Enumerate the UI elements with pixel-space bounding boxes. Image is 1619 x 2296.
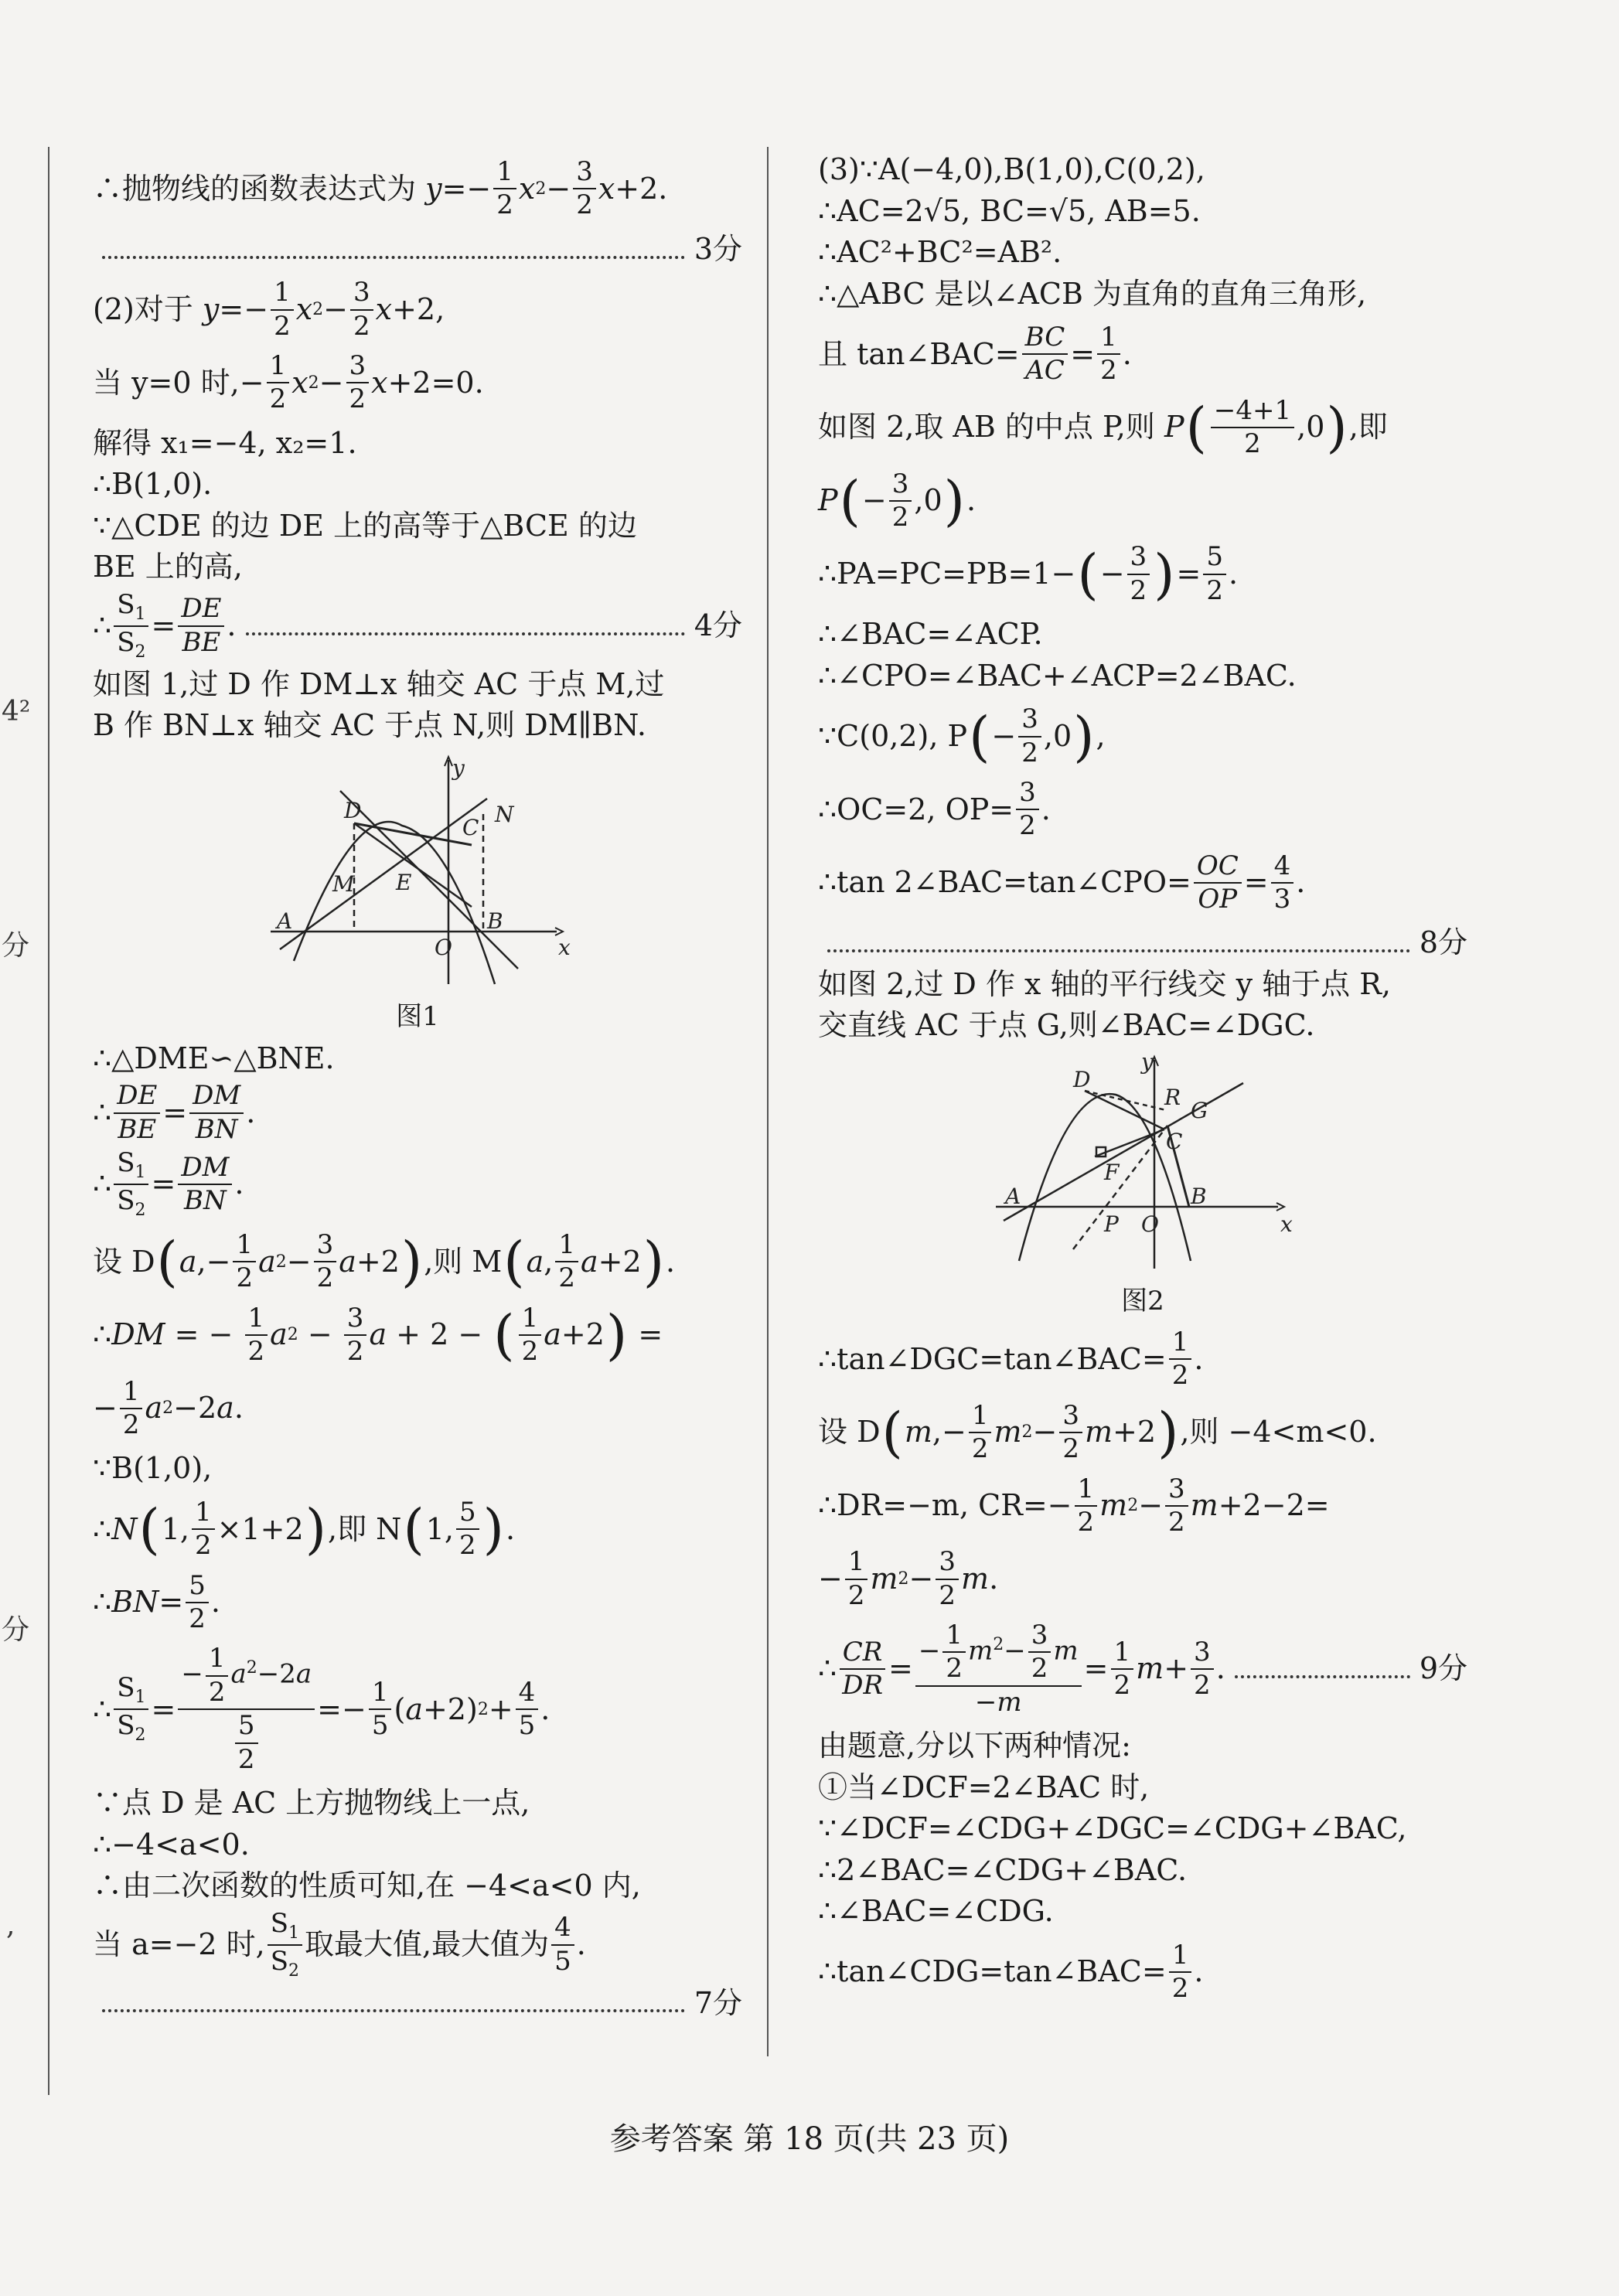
text-line: 当 y=0 时, − $\frac{1}{2}$ x 2 − $\frac{3}{2}$ x +2=0.: [93, 350, 484, 415]
text-line: ∴tan∠CDG=tan∠BAC= $\frac{1}{2}$ .: [818, 1939, 1204, 2005]
text-line: ①当∠DCF=2∠BAC 时,: [818, 1770, 1150, 1804]
text-line: ∴ $\frac{S_1}{S_2}$ = $\frac{DM}{BN}$ .: [93, 1147, 244, 1220]
text-line: B 作 BN⊥x 轴交 AC 于点 N,则 DM∥BN.: [93, 708, 646, 743]
text-line: ∴DR=−m, CR= − $\frac{1}{2}$ m 2 − $\frac{3}{2}$ m +2−2=: [818, 1473, 1330, 1538]
left-column: [93, 147, 742, 2026]
text-line: 交直线 AC 于点 G,则∠BAC=∠DGC.: [818, 1008, 1315, 1043]
text-line: ∴∠BAC=∠CDG.: [818, 1894, 1054, 1929]
text-line: ∵B(1,0),: [93, 1451, 213, 1486]
svg-text:D: D: [1073, 1066, 1091, 1092]
column-rule-center: [767, 147, 769, 2056]
svg-text:F: F: [1104, 1159, 1120, 1185]
text-line: 设 D ( m ,− $\frac{1}{2}$ m 2 − $\frac{3}{2}$ m +2 ) ,则 −4<m<0.: [818, 1399, 1377, 1465]
right-column: [818, 147, 1467, 2015]
score-line: 7分: [93, 1985, 742, 2022]
text-line: ∴由二次函数的性质可知,在 −4<a<0 内,: [93, 1868, 641, 1903]
svg-text:B: B: [487, 908, 503, 934]
page-footer: 参考答案 第 18 页(共 23 页): [609, 2121, 1010, 2157]
text-line: 由题意,分以下两种情况:: [818, 1729, 1131, 1763]
figure-1: [263, 752, 572, 992]
text-line: ∴抛物线的函数表达式为 y =− $\frac{1}{2}$ x 2 − $\frac{3}{2}$ x +2.: [93, 156, 668, 221]
svg-text:C: C: [1166, 1128, 1183, 1154]
text-line: − $\frac{1}{2}$ m 2 − $\frac{3}{2}$ m .: [818, 1546, 999, 1611]
text-line: 当 a=−2 时, $\frac{S_1}{S_2}$ 取最大值,最大值为 $\frac{4}{5}$ .: [93, 1907, 586, 1981]
figure-1-caption: 图1: [396, 1000, 439, 1032]
text-line: ∴AC²+BC²=AB².: [818, 235, 1062, 269]
figure-2: [988, 1052, 1297, 1276]
text-line: ∴∠BAC=∠ACP.: [818, 617, 1043, 652]
text-line: P ( − $\frac{3}{2}$ ,0 ) .: [818, 468, 977, 533]
text-line: 如图 2,取 AB 的中点 P,则 P ( $\frac{-4+1}{2}$ ,0 ) ,即: [818, 394, 1388, 460]
svg-text:E: E: [396, 869, 412, 895]
svg-text:D: D: [344, 797, 362, 823]
score-line: 3分: [93, 231, 742, 268]
margin-mark: 分: [2, 1614, 30, 1646]
score-line: 8分: [818, 925, 1467, 962]
text-line: ∴−4<a<0.: [93, 1827, 250, 1862]
text-line: 解得 x₁=−4, x₂=1.: [93, 425, 357, 460]
svg-text:A: A: [277, 908, 293, 934]
score-line: ∴ $\frac{CR}{DR}$ = − $\frac{1}{2}$ $m^2-$ $\frac{3}{2}$ m −m = $\frac{1}{2}$ m + $\frac{3}{2}$ . 9分: [818, 1620, 1467, 1718]
text-line: ∵∠DCF=∠CDG+∠DGC=∠CDG+∠BAC,: [818, 1811, 1407, 1846]
text-line: 且 tan∠BAC= $\frac{BC}{AC}$ = $\frac{1}{2}$ .: [818, 322, 1132, 387]
text-line: ∴∠CPO=∠BAC+∠ACP=2∠BAC.: [818, 658, 1297, 693]
text-line: ∴ N ( 1, $\frac{1}{2}$ ×1+2 ) ,即 N ( 1, $\frac{5}{2}$ ) .: [93, 1496, 516, 1562]
text-line: ∴tan∠DGC=tan∠BAC= $\frac{1}{2}$ .: [818, 1326, 1204, 1392]
score-line: ∴ $\frac{S_1}{S_2}$ = $\frac{DE}{BE}$ . 4分: [93, 588, 742, 662]
text-line: BE 上的高,: [93, 550, 243, 584]
text-line: ∴ BN = $\frac{5}{2}$ .: [93, 1569, 220, 1635]
text-line: ∵C(0,2), P ( − $\frac{3}{2}$ ,0 ) ,: [818, 703, 1106, 768]
svg-text:y: y: [452, 755, 465, 781]
svg-text:P: P: [1104, 1211, 1119, 1237]
svg-text:x: x: [558, 934, 571, 960]
column-rule-left: [48, 147, 49, 2095]
text-line: 如图 2,过 D 作 x 轴的平行线交 y 轴于点 R,: [818, 966, 1391, 1001]
text-line: − $\frac{1}{2}$ a 2 −2 a .: [93, 1375, 244, 1441]
text-line: ∴ $\frac{S_1}{S_2}$ = − $\frac{1}{2}$ $a^2-2a$ $\frac{5}{2}$ =− $\frac{1}{5}$ ( a +2) 2 + $\frac{4}{5}$ .: [93, 1643, 550, 1775]
text-line: ∴PA=PC=PB=1− ( − $\frac{3}{2}$ ) = $\frac{5}{2}$ .: [818, 541, 1239, 606]
svg-text:C: C: [462, 814, 479, 840]
margin-mark: 分: [2, 930, 30, 962]
svg-text:O: O: [1141, 1211, 1159, 1237]
text-line: ∴tan 2∠BAC=tan∠CPO= $\frac{OC}{OP}$ = $\frac{4}{3}$ .: [818, 850, 1306, 915]
svg-text:M: M: [332, 870, 355, 897]
svg-text:N: N: [495, 801, 514, 827]
text-line: (3)∵A(−4,0),B(1,0),C(0,2),: [818, 152, 1205, 186]
svg-text:A: A: [1005, 1183, 1021, 1209]
svg-text:B: B: [1191, 1183, 1207, 1209]
svg-text:y: y: [1141, 1051, 1154, 1075]
svg-text:G: G: [1191, 1097, 1208, 1123]
text-line: ∴△DME∽△BNE.: [93, 1041, 335, 1075]
figure-2-caption: 图2: [1121, 1285, 1164, 1317]
text-line: ∵△CDE 的边 DE 上的高等于△BCE 的边: [93, 508, 637, 543]
text-line: (2)对于 y =− $\frac{1}{2}$ x 2 − $\frac{3}{2}$ x +2,: [93, 277, 445, 342]
svg-text:R: R: [1164, 1084, 1181, 1110]
margin-mark: 4²: [2, 696, 31, 727]
svg-text:x: x: [1280, 1211, 1293, 1237]
text-line: ∴2∠BAC=∠CDG+∠BAC.: [818, 1852, 1188, 1887]
text-line: ∴ $\frac{DE}{BE}$ = $\frac{DM}{BN}$ .: [93, 1080, 256, 1145]
text-line: ∴B(1,0).: [93, 467, 213, 502]
margin-mark: ,: [6, 1909, 15, 1941]
text-line: ∴△ABC 是以∠ACB 为直角的直角三角形,: [818, 276, 1367, 311]
text-line: 设 D ( a ,− $\frac{1}{2}$ a 2 − $\frac{3}{2}$ a +2 ) ,则 M ( a , $\frac{1}{2}$ a +2 ) .: [93, 1229, 676, 1294]
text-line: ∴ DM = − $\frac{1}{2}$ a 2 − $\frac{3}{2}$ a + 2 − ( $\frac{1}{2}$ a +2 ) =: [93, 1302, 663, 1368]
text-line: ∴AC=2√5, BC=√5, AB=5.: [818, 193, 1201, 228]
svg-text:O: O: [435, 934, 452, 960]
text-line: ∵点 D 是 AC 上方抛物线上一点,: [93, 1786, 530, 1821]
text-line: 如图 1,过 D 作 DM⊥x 轴交 AC 于点 M,过: [93, 666, 665, 701]
text-line: ∴OC=2, OP= $\frac{3}{2}$ .: [818, 776, 1051, 842]
